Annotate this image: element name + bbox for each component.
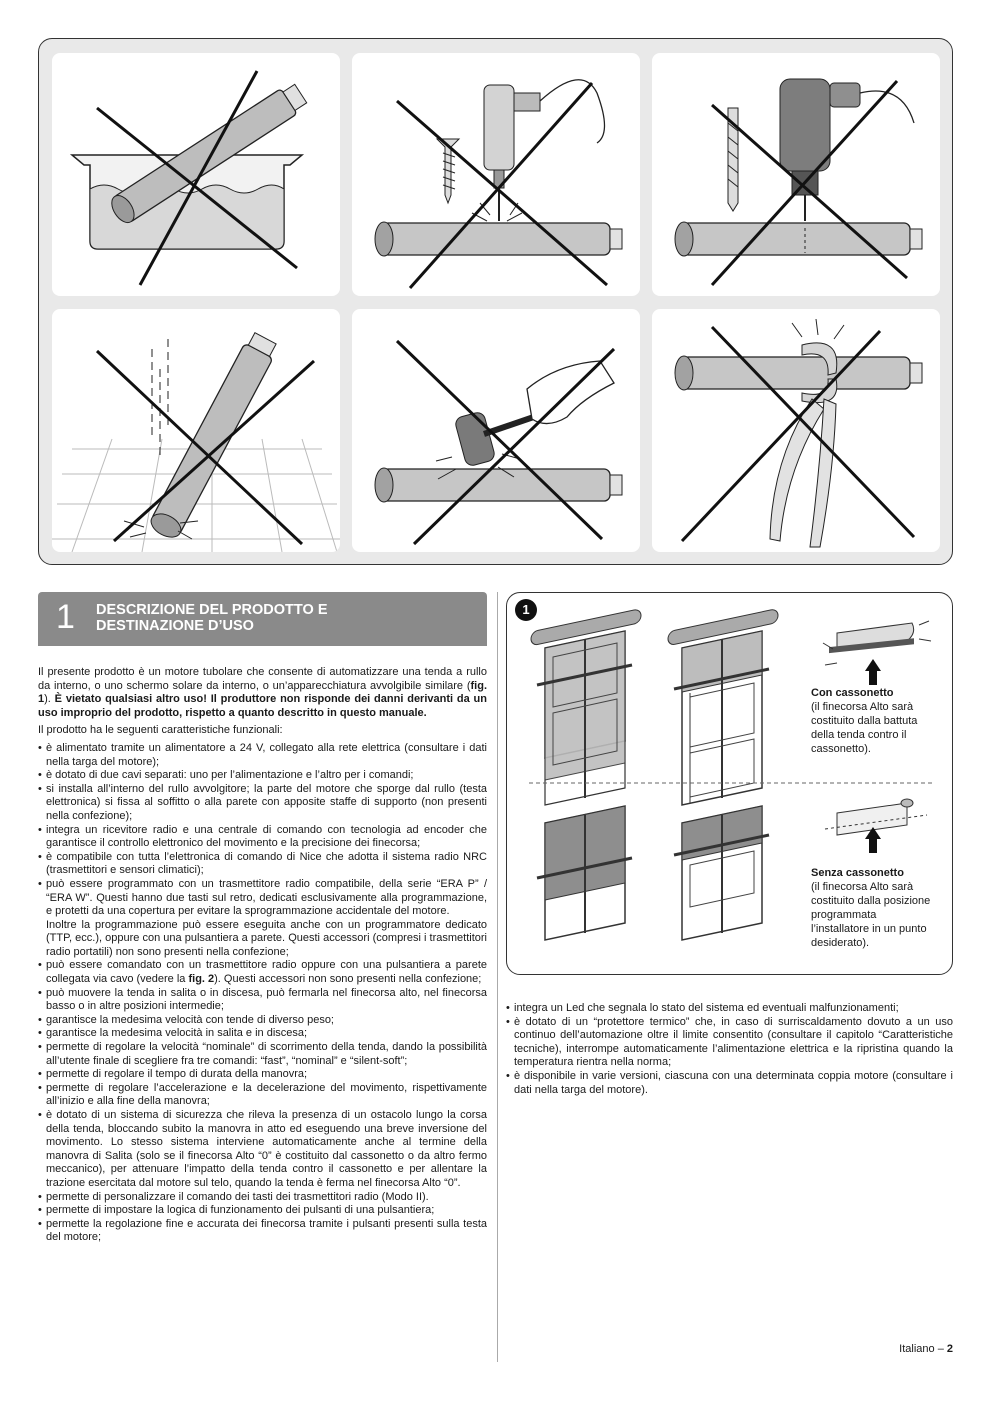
page-footer: Italiano – 2	[899, 1343, 953, 1355]
warning-panel-screw	[352, 53, 640, 296]
warning-panel-hammer	[352, 309, 640, 552]
list-item: • garantisce la medesima velocità in salita e in discesa;	[38, 1027, 487, 1041]
list-item: • è alimentato tramite un alimentatore a 24 V, collegato alla rete elettrica (consultare i dati nella targa del motore);	[38, 742, 487, 769]
feature-list	[38, 742, 487, 919]
drop-icon	[52, 309, 340, 552]
up-arrow-icon	[865, 659, 881, 685]
no-box-diagram	[825, 799, 927, 853]
window-with-box-2	[668, 608, 778, 805]
feature-list-right	[506, 1002, 953, 1097]
list-item: • permette la regolazione fine e accurata dei finecorsa tramite i pulsanti presenti sulla testa del motore;	[38, 1218, 487, 1245]
warning-panel-pliers	[652, 309, 940, 552]
screw-drill-icon	[352, 53, 640, 296]
section-title: DESCRIZIONE DEL PRODOTTO E DESTINAZIONE D’USO	[96, 602, 328, 634]
figure-number-badge: 1	[515, 599, 537, 621]
list-item: • permette di regolare l’accelerazione e la decelerazione del movimento, rispettivamente all’inizio e alla fine della manovra;	[38, 1082, 487, 1109]
hammer-icon	[352, 309, 640, 552]
list-item: • integra un ricevitore radio e una centrale di comando con tecnologia ad encoder che garantisce il controllo elettronico del movimento e la precisione dei finecorsa;	[38, 824, 487, 851]
fig1-reference: fig. 1	[38, 679, 487, 706]
pliers-icon	[652, 309, 940, 552]
list-item: • può essere programmato con un trasmettitore radio compatibile, della serie “ERA P” / “ERA W”. Questi hanno due tasti sul retro, dedicati esclusivamente alla programmazione, e protetti da una copertura per evitare la sprogrammazione accidentale del motore.	[38, 878, 487, 919]
figure-1	[506, 592, 953, 975]
section-number: 1	[56, 598, 75, 636]
warning-illustrations-frame	[38, 38, 953, 565]
list-item: • garantisce la medesima velocità con tende di diverso peso;	[38, 1014, 487, 1028]
list-item: • è disponibile in varie versioni, ciascuna con una determinata coppia motore (consultare i dati nella targa del motore).	[506, 1070, 953, 1097]
features-intro: Il prodotto ha le seguenti caratteristiche funzionali:	[38, 724, 283, 737]
drill-icon	[652, 53, 940, 296]
list-item: • è dotato di un sistema di sicurezza che rileva la presenza di un ostacolo lungo la corsa della tenda, bloccando subito la manovra in atto ed eseguendo una breve inversione del movimento. Lo stesso sistema interviene automaticamente anche al termine della manovra di Salita (solo se il finecorsa Alto “0” è costituito dal cassonetto o da altro fermo meccanico), per attenuare l’impatto della tenda contro il cassonetto e per allentare la trazione esercitata dal motore sul telo, quando la tenda è ferma nel finecorsa Alto “0”.	[38, 1109, 487, 1191]
section-header	[38, 592, 487, 646]
list-item: • integra un Led che segnala lo stato del sistema ed eventuali malfunzionamenti;	[506, 1002, 953, 1016]
warning-panel-drop	[52, 309, 340, 552]
list-item: • permette di impostare la logica di funzionamento dei pulsanti di una pulsantiera;	[38, 1204, 487, 1218]
water-immersion-icon	[52, 53, 340, 296]
cassette-box-diagram	[823, 621, 931, 685]
list-item: • si installa all’interno del rullo avvolgitore; la parte del motore che sporge dal rullo (testa elettronica) si fissa al soffitto o alla parete con apposite staffe di supporto (non presenti nella confezione);	[38, 783, 487, 824]
list-item: • permette di personalizzare il comando dei tasti dei trasmettitori radio (Modo II).	[38, 1191, 487, 1205]
list-item: • è compatibile con tutta l’elettronica di comando di Nice che adotta il sistema radio NRC (trasmettitori e sensori climatici);	[38, 851, 487, 878]
list-item: • può muovere la tenda in salita o in discesa, può fermarla nel finecorsa alto, nel finecorsa basso o in altre posizioni intermedie;	[38, 987, 487, 1014]
fig2-reference: fig. 2	[188, 973, 215, 986]
warning-panel-drill	[652, 53, 940, 296]
warning-panel-water	[52, 53, 340, 296]
list-item: • può essere comandato con un trasmettitore radio oppure con una pulsantiera a parete collegata via cavo (vedere la fig. 2). Questi accessori non sono presenti nella confezione;	[38, 959, 487, 986]
list-item: • permette di regolare la velocità “nominale” di scorrimento della tenda, dando la possibilità all’utente finale di scegliere fra tre comandi: “fast”, “nominal” e “silent-soft”;	[38, 1041, 487, 1068]
feature-list-continued	[38, 959, 487, 1244]
intro-paragraph: Il presente prodotto è un motore tubolare che consente di automatizzare una tenda a rullo da interno, o uno schermo solare da interno, o un’apparecchiatura avvolgibile similare (fig. 1). È vietato qualsiasi altro uso! Il produttore non risponde dei danni derivanti da un uso improprio del prodotto, rispetto a quanto descritto in questo manuale.	[38, 666, 487, 719]
list-item: • è dotato di due cavi separati: uno per l’alimentazione e l’altro per i comandi;	[38, 769, 487, 783]
page-number: 2	[946, 1343, 953, 1355]
column-divider	[497, 592, 498, 1362]
list-item: • permette di regolare il tempo di durata della manovra;	[38, 1068, 487, 1082]
window-with-box-1	[531, 609, 641, 805]
right-column-text	[506, 1002, 953, 1097]
window-without-box-2	[674, 806, 769, 940]
warning-statement: È vietato qualsiasi altro uso! Il produttore non risponde dei danni derivanti da un uso improprio del prodotto, rispetto a quanto descritto in questo manuale.	[38, 693, 487, 719]
programming-note: Inoltre la programmazione può essere eseguita anche con un programmatore dedicato (TTP, ecc.), oppure con una pulsantiera a parete. Questi accessori (compresi i trasmettitori radio portatili) non sono presenti nella confezione;	[46, 918, 487, 958]
left-column-text	[38, 666, 487, 1245]
list-item: • è dotato di un “protettore termico” che, in caso di surriscaldamento dovuto a un uso continuo dell’automazione oltre il limite consentito (consultare il capitolo “Caratteristiche tecniche), interrompe automaticamente l’alimentazione elettrica e la ripristina quando la temperatura rientra nella norma;	[506, 1016, 953, 1070]
window-without-box-1	[537, 806, 632, 940]
caption-with-box: Con cassonetto (il finecorsa Alto sarà costituito dalla battuta della tenda contro il cassonetto).	[811, 687, 918, 755]
caption-without-box: Senza cassonetto (il finecorsa Alto sarà costituito dalla posizione programmata l’installatore in un punto desiderato).	[811, 867, 931, 949]
